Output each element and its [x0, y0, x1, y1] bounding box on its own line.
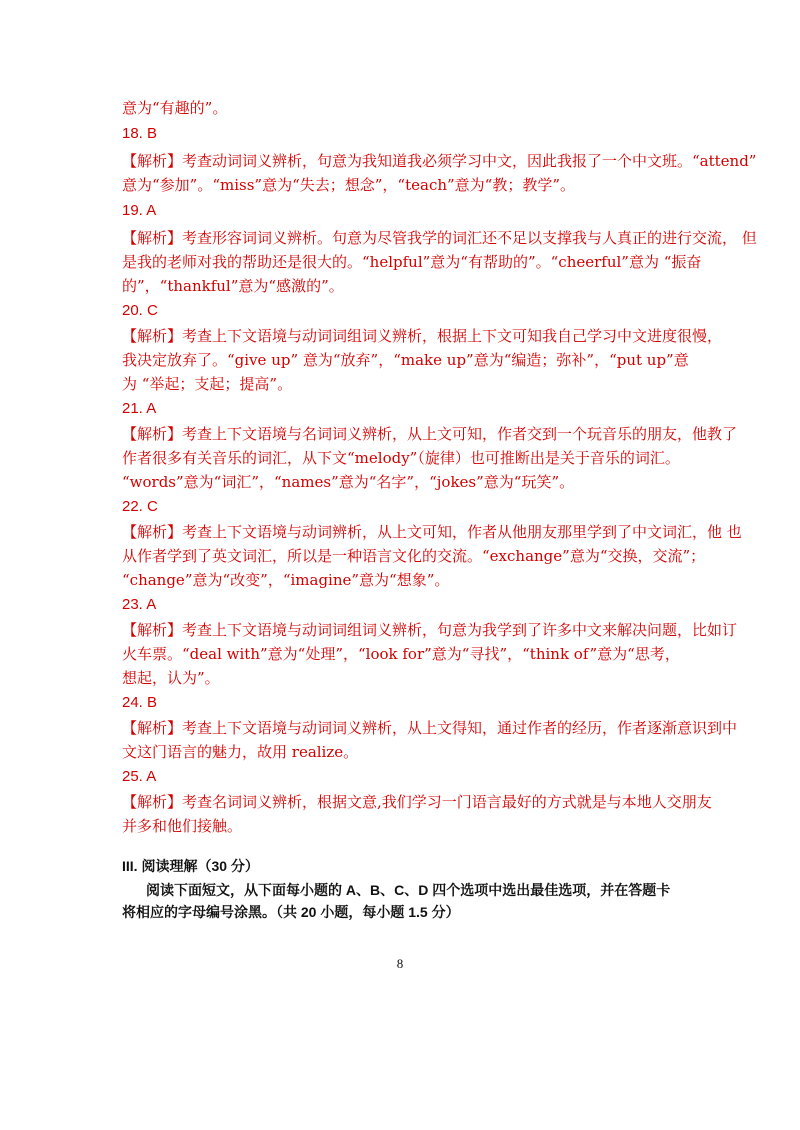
- page-number: 8: [396, 956, 404, 971]
- question-number: 20. C: [122, 302, 158, 319]
- section-instruction: 阅读下面短文，从下面每小题的 A、B、C、D 四个选项中选出最佳选项，并在答题卡: [146, 882, 671, 898]
- answer-line: 【解析】考查上下文语境与动词词义辨析，从上文得知，通过作者的经历，作者逐渐意识到中: [122, 719, 738, 737]
- answer-line: 想起，认为”。: [122, 669, 220, 687]
- answer-line: 【解析】考查上下文语境与动词辨析，从上文可知，作者从他朋友那里学到了中文词汇，他 也: [122, 523, 742, 541]
- answer-line: 文这门语言的魅力，故用 realize。: [122, 743, 359, 761]
- question-number: 21. A: [122, 400, 157, 417]
- question-number: 23. A: [122, 596, 157, 613]
- answer-line: 【解析】考查上下文语境与动词词组词义辨析，句意为我学到了许多中文来解决问题，比如订: [122, 621, 738, 639]
- answer-line: 作者很多有关音乐的词汇，从下文“melody”（旋律）也可推断出是关于音乐的词汇。: [122, 449, 680, 467]
- answer-line: 意为“有趣的”。: [122, 99, 228, 117]
- answer-line: 【解析】考查上下文语境与名词词义辨析，从上文可知，作者交到一个玩音乐的朋友，他教了: [122, 425, 738, 443]
- answer-line: 的”，“thankful”意为“感激的”。: [122, 277, 344, 295]
- question-number: 19. A: [122, 202, 157, 219]
- section-instruction: 将相应的字母编号涂黑。（共 20 小题，每小题 1.5 分）: [122, 904, 460, 920]
- answer-line: 【解析】考查动词词义辨析，句意为我知道我必须学习中文，因此我报了一个中文班。“attend”: [122, 152, 757, 170]
- answer-line: “words”意为“词汇”，“names”意为“名字”，“jokes”意为“玩笑”。: [122, 473, 575, 491]
- answer-line: 【解析】考查形容词词义辨析。句意为尽管我学的词汇还不足以支撑我与人真正的进行交流， 但: [122, 229, 757, 247]
- answer-line: 从作者学到了英文词汇，所以是一种语言文化的交流。“exchange”意为“交换，交流”；: [122, 547, 706, 565]
- question-number: 22. C: [122, 498, 158, 515]
- question-number: 18. B: [122, 125, 158, 142]
- answer-line: 是我的老师对我的帮助还是很大的。“helpful”意为“有帮助的”。“cheerful”意为 “振奋: [122, 253, 702, 271]
- answer-line: 我决定放弃了。“give up” 意为“放弃”，“make up”意为“编造；弥补”，“put up”意: [122, 351, 689, 369]
- answer-line: 火车票。“deal with”意为“处理”，“look for”意为“寻找”，“think of”意为“思考，: [122, 645, 680, 663]
- question-number: 25. A: [122, 768, 157, 785]
- answer-line: 【解析】考查名词词义辨析，根据文意,我们学习一门语言最好的方式就是与本地人交朋友: [122, 793, 712, 811]
- answer-line: 意为“参加”。“miss”意为“失去；想念”，“teach”意为“教；教学”。: [122, 176, 576, 194]
- answer-line: “change”意为“改变”，“imagine”意为“想象”。: [122, 571, 450, 589]
- section-heading: III. 阅读理解（30 分）: [122, 858, 259, 874]
- answer-line: 为 “举起；支起；提高”。: [122, 375, 293, 393]
- answer-line: 并多和他们接触。: [122, 817, 243, 835]
- answer-line: 【解析】考查上下文语境与动词词组词义辨析，根据上下文可知我自己学习中文进度很慢，: [122, 327, 723, 345]
- question-number: 24. B: [122, 694, 158, 711]
